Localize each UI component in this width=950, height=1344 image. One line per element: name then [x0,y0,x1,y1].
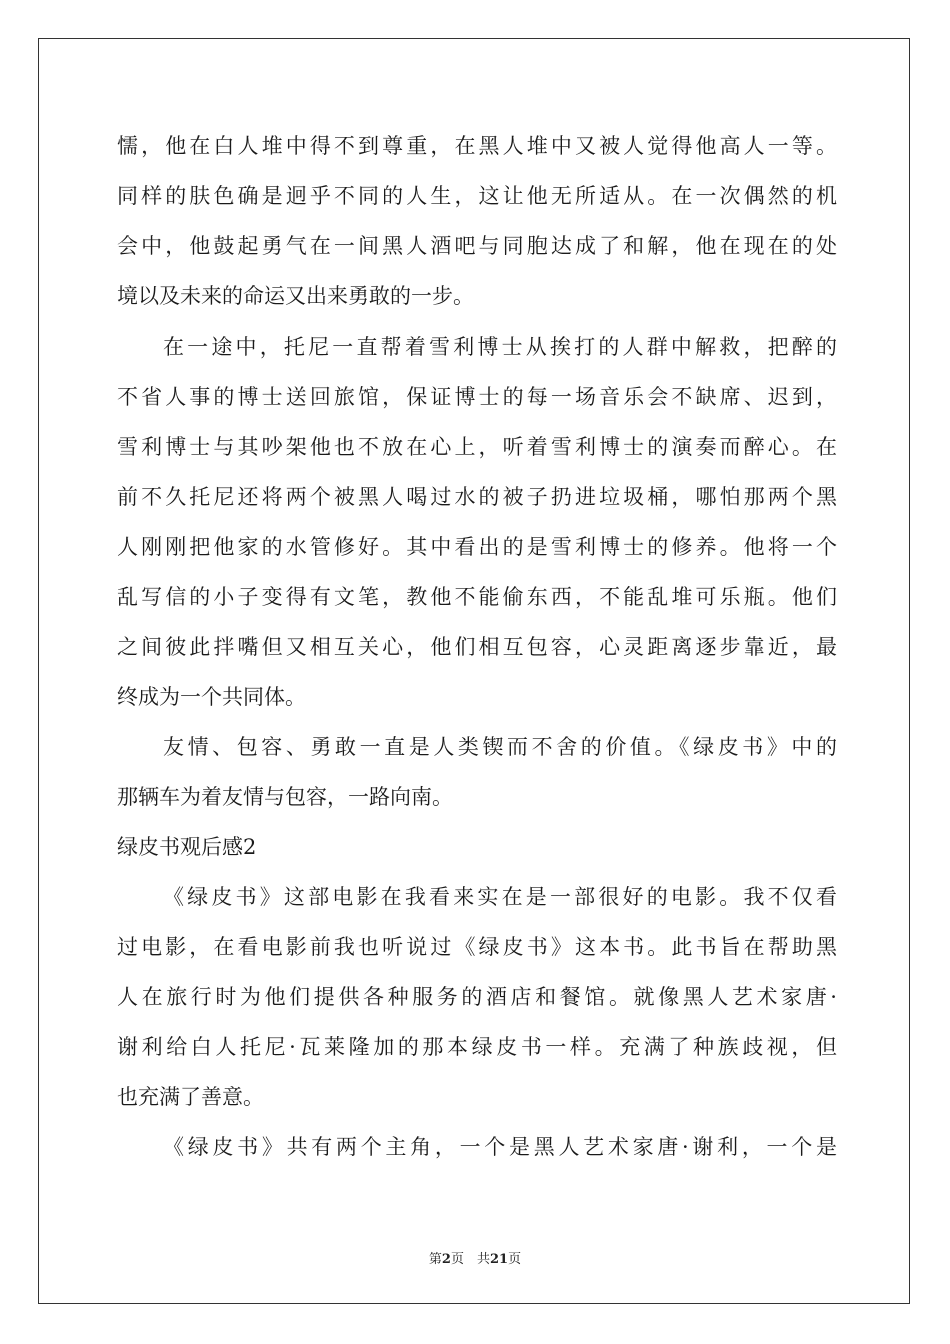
page-total: 21 [489,1252,509,1267]
text-line: 乱写信的小子变得有文笔，教他不能偷东西，不能乱堆可乐瓶。他们 [117,585,837,609]
text-line: 雪利博士与其吵架他也不放在心上，听着雪利博士的演奏而醉心。在 [117,435,837,459]
text-line: 过电影，在看电影前我也听说过《绿皮书》这本书。此书旨在帮助黑 [117,935,837,959]
section-heading: 绿皮书观后感2 [117,835,257,859]
paragraph-first-line: 《绿皮书》共有两个主角，一个是黑人艺术家唐·谢利，一个是 [163,1135,837,1159]
text-line: 谢利给白人托尼·瓦莱隆加的那本绿皮书一样。充满了种族歧视，但 [117,1035,837,1059]
page-border [38,38,910,1304]
paragraph-first-line: 在一途中，托尼一直帮着雪利博士从挨打的人群中解救，把醉的 [163,335,837,359]
text-line: 会中，他鼓起勇气在一间黑人酒吧与同胞达成了和解，他在现在的处 [117,234,837,258]
paragraph-first-line: 友情、包容、勇敢一直是人类锲而不舍的价值。《绿皮书》中的 [163,735,837,759]
page-footer [0,1248,950,1267]
text-line: 那辆车为着友情与包容，一路向南。 [117,785,453,809]
text-line: 之间彼此拌嘴但又相互关心，他们相互包容，心灵距离逐步靠近，最 [117,635,837,659]
page-current: 2 [441,1252,451,1267]
text-line: 境以及未来的命运又出来勇敢的一步。 [117,284,474,308]
text-line: 懦，他在白人堆中得不到尊重，在黑人堆中又被人觉得他高人一等。 [117,134,837,158]
page-prefix: 第 [428,1252,442,1267]
paragraph-first-line: 《绿皮书》这部电影在我看来实在是一部很好的电影。我不仅看 [163,885,837,909]
page-suffix: 页 [508,1252,522,1267]
text-line: 人在旅行时为他们提供各种服务的酒店和餐馆。就像黑人艺术家唐· [117,985,837,1009]
text-line: 人刚刚把他家的水管修好。其中看出的是雪利博士的修养。他将一个 [117,535,837,559]
text-line: 不省人事的博士送回旅馆，保证博士的每一场音乐会不缺席、迟到， [117,385,837,409]
text-line: 前不久托尼还将两个被黑人喝过水的被子扔进垃圾桶，哪怕那两个黑 [117,485,837,509]
text-line: 也充满了善意。 [117,1085,264,1109]
page-mid: 页 共 [450,1252,490,1267]
text-line: 终成为一个共同体。 [117,685,306,709]
text-line: 同样的肤色确是迥乎不同的人生，这让他无所适从。在一次偶然的机 [117,184,837,208]
